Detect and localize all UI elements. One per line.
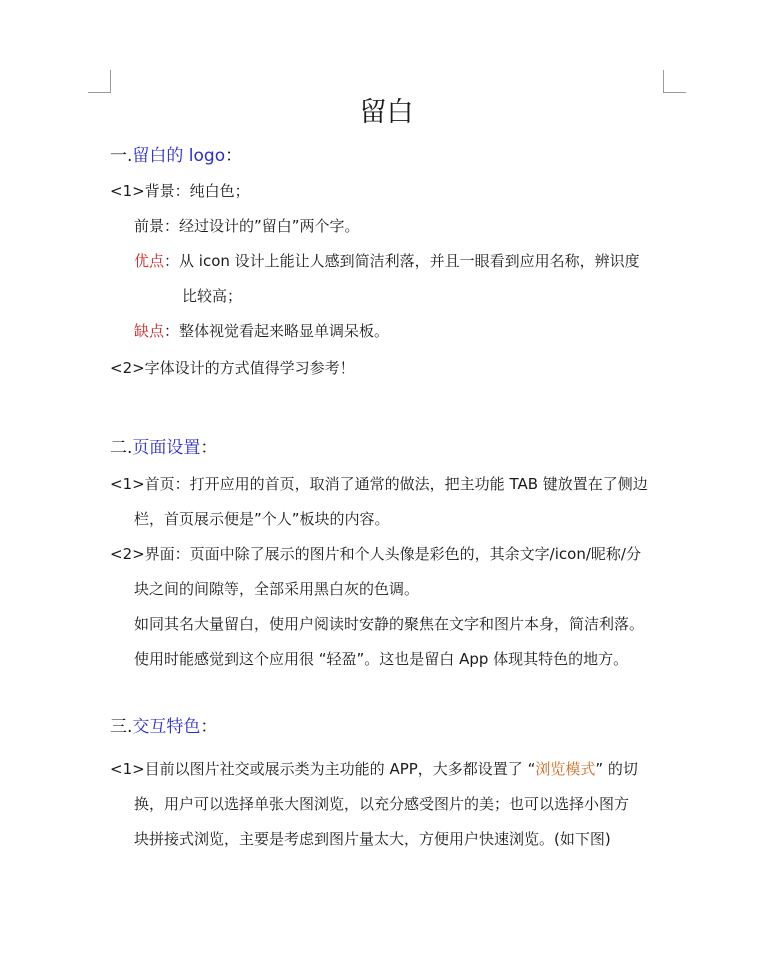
document-title: 留白	[359, 97, 414, 128]
paragraph-line: 栏，首页展示便是”个人”板块的内容。	[134, 510, 390, 528]
paragraph-line: <2>界面：页面中除了展示的图片和个人头像是彩色的，其余文字/icon/昵称/分	[110, 545, 641, 563]
section-3-number: 三.	[110, 717, 133, 737]
paragraph-line: 前景：经过设计的”留白”两个字。	[134, 217, 360, 235]
section-1-colon: ：	[225, 146, 243, 166]
paragraph-line	[134, 320, 389, 342]
section-2-title: 页面设置	[132, 438, 201, 458]
section-3-heading	[110, 715, 217, 739]
browse-mode-post: ” 的切	[595, 760, 638, 778]
browse-mode-pre: <1>目前以图片社交或展示类为主功能的 APP，大多都设置了 “	[110, 760, 536, 778]
paragraph-line: 使用时能感觉到这个应用很 “轻盈”。这也是留白 App 体现其特色的地方。	[134, 650, 629, 668]
cons-label: 缺点	[134, 322, 165, 340]
paragraph-line: 块拼接式浏览，主要是考虑到图片量太大，方便用户快速浏览。(如下图)	[134, 830, 611, 848]
pros-label: 优点	[134, 252, 165, 270]
browse-mode-highlight: 浏览模式	[535, 760, 596, 778]
paragraph-line: 换，用户可以选择单张大图浏览，以充分感受图片的美；也可以选择小图方	[134, 795, 630, 813]
section-3-colon: ：	[200, 717, 218, 737]
section-1-title: 留白的 logo	[132, 146, 226, 166]
crop-mark-top-left	[88, 70, 111, 93]
paragraph-line: 如同其名大量留白，使用户阅读时安静的聚焦在文字和图片本身，简洁利落。	[134, 615, 645, 633]
paragraph-line: <1>背景：纯白色；	[110, 182, 250, 200]
section-2-colon: ：	[200, 438, 218, 458]
paragraph-line: 比较高；	[182, 287, 243, 305]
paragraph-line	[134, 250, 640, 272]
section-1-heading	[110, 144, 242, 168]
section-1-number: 一.	[110, 146, 133, 166]
pros-text: ：从 icon 设计上能让人感到简洁利落，并且一眼看到应用名称，辨识度	[164, 252, 640, 270]
paragraph-line	[110, 758, 638, 780]
paragraph-line: 块之间的间隙等，全部采用黑白灰的色调。	[134, 580, 420, 598]
paragraph-line: <2>字体设计的方式值得学习参考！	[110, 359, 355, 377]
crop-mark-top-right	[663, 70, 686, 93]
section-2-number: 二.	[110, 438, 133, 458]
cons-text: ：整体视觉看起来略显单调呆板。	[164, 322, 390, 340]
paragraph-line: <1>首页：打开应用的首页，取消了通常的做法，把主功能 TAB 键放置在了侧边	[110, 475, 648, 493]
section-2-heading	[110, 436, 217, 460]
section-3-title: 交互特色	[132, 717, 201, 737]
